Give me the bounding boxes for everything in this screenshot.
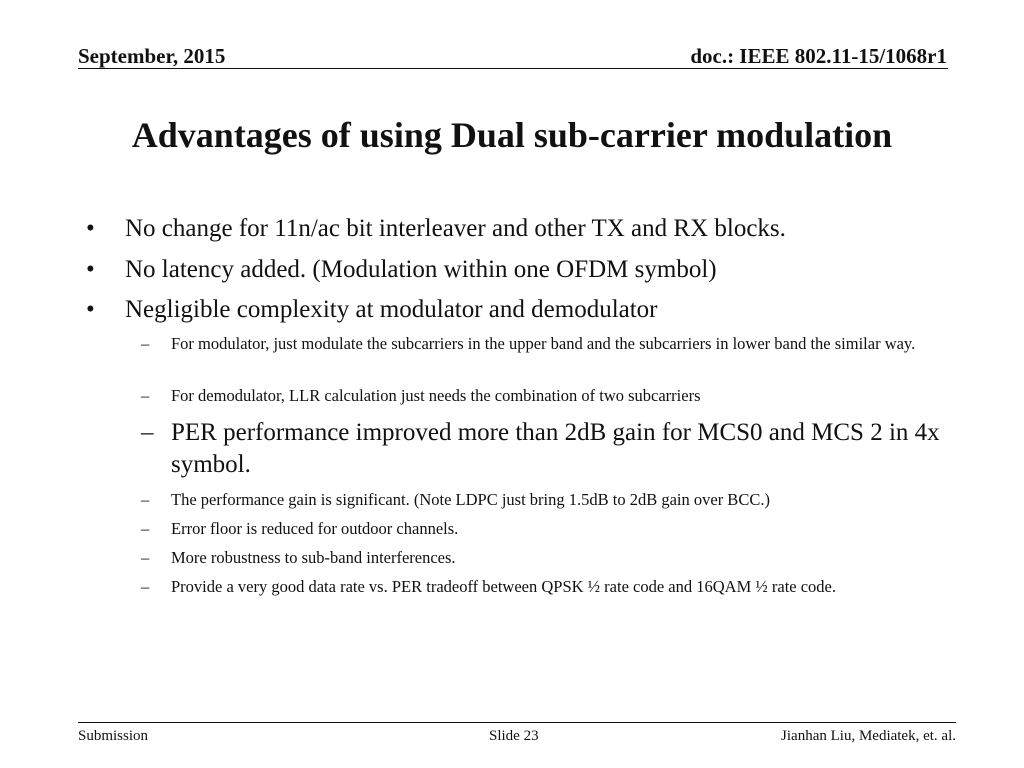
bullet-item: No change for 11n/ac bit interleaver and other TX and RX blocks. — [125, 215, 786, 242]
sub-bullet-marker: – — [141, 548, 150, 567]
sub-bullet-marker: – — [141, 386, 150, 405]
sub-bullet-marker: – — [141, 334, 150, 353]
sub-bullet-marker: – — [141, 490, 150, 509]
footer-divider — [78, 722, 956, 723]
bullet-marker: • — [86, 215, 95, 242]
bullet-marker: • — [86, 256, 95, 283]
sub-bullet-marker: – — [141, 577, 150, 596]
footer-author: Jianhan Liu, Mediatek, et. al. — [781, 728, 956, 744]
sub-bullet-item: For demodulator, LLR calculation just needs the combination of two subcarriers — [171, 386, 701, 405]
sub-bullet-item: Provide a very good data rate vs. PER tradeoff between QPSK ½ rate code and 16QAM ½ rate code. — [171, 577, 837, 596]
sub-bullet-item: For modulator, just modulate the subcarriers in the upper band and the subcarriers in lower band the similar way. — [171, 334, 916, 353]
bullet-marker: • — [86, 296, 95, 323]
sub-bullet-item: Error floor is reduced for outdoor channels. — [171, 519, 459, 538]
bullet-item: Negligible complexity at modulator and demodulator — [125, 296, 658, 323]
bullet-item: No latency added. (Modulation within one OFDM symbol) — [125, 256, 717, 283]
sub-bullet-item-emphasis: PER performance improved more than 2dB gain for MCS0 and MCS 2 in 4x symbol. — [171, 419, 940, 478]
footer-slide-number: Slide 23 — [489, 728, 539, 744]
sub-bullet-item: The performance gain is significant. (Note LDPC just bring 1.5dB to 2dB gain over BCC.) — [171, 490, 770, 509]
slide-title: Advantages of using Dual sub-carrier modulation — [131, 115, 893, 155]
sub-bullet-marker: – — [141, 519, 150, 538]
header-doc-id: doc.: IEEE 802.11-15/1068r1 — [690, 44, 947, 68]
sub-bullet-marker: – — [141, 419, 154, 446]
sub-bullet-item: More robustness to sub-band interferences. — [171, 548, 456, 567]
header-date: September, 2015 — [78, 44, 226, 68]
footer-submission: Submission — [78, 728, 149, 744]
